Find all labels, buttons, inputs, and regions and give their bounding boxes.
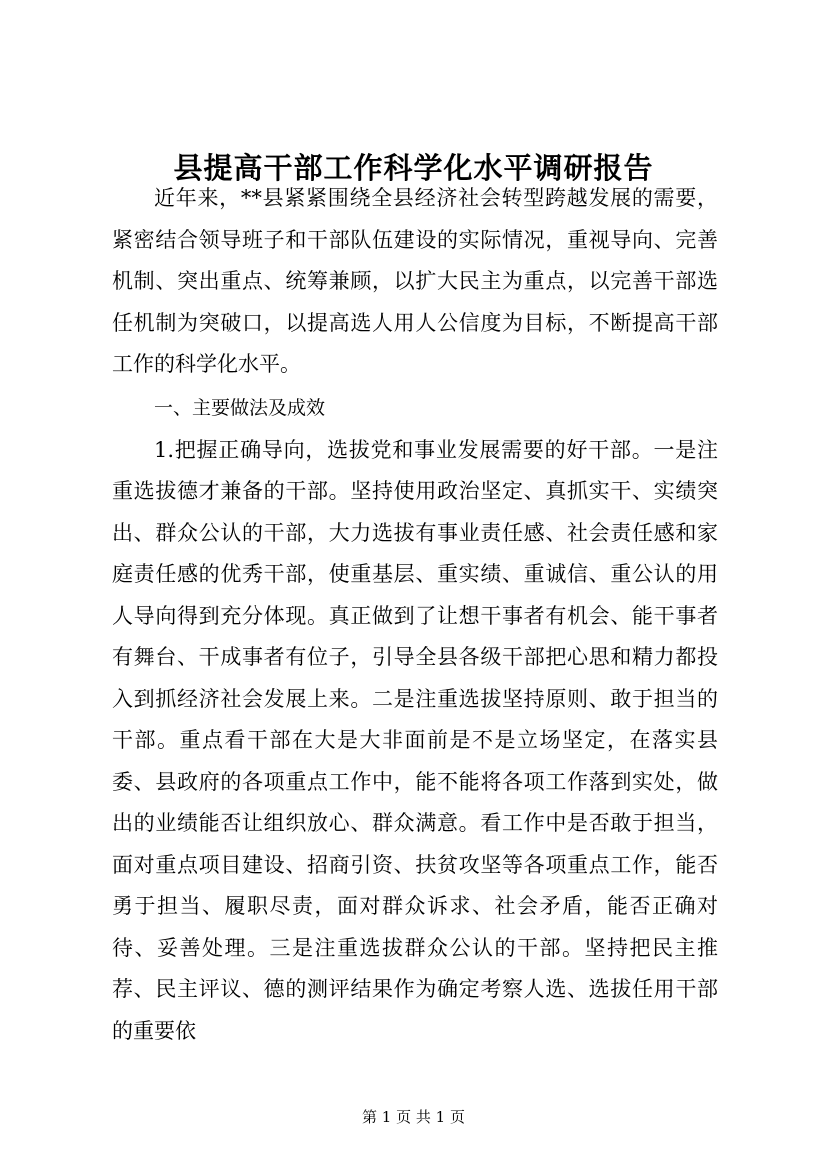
intro-paragraph: 近年来，**县紧紧围绕全县经济社会转型跨越发展的需要，紧密结合领导班子和干部队伍建设的实际情况，重视导向、完善机制、突出重点、统筹兼顾，以扩大民主为重点，以完善干部选任机制为突破口，以提高选人用人公信度为目标，不断提高干部工作的科学化水平。 — [112, 186, 718, 376]
section-heading: 一、主要做法及成效 — [154, 396, 326, 419]
document-body — [112, 178, 718, 1052]
document-title: 县提高干部工作科学化水平调研报告 — [173, 151, 654, 185]
page-number-footer: 第 1 页 共 1 页 — [362, 1108, 465, 1126]
body-paragraph: 1.把握正确导向，选拔党和事业发展需要的好干部。一是注重选拔德才兼备的干部。坚持使用政治坚定、真抓实干、实绩突出、群众公认的干部，大力选拔有事业责任感、社会责任感和家庭责任感的优秀干部，使重基层、重实绩、重诚信、重公认的用人导向得到充分体现。真正做到了让想干事者有机会、能干事者有舞台、干成事者有位子，引导全县各级干部把心思和精力都投入到抓经济社会发展上来。二是注重选拔坚持原则、敢于担当的干部。重点看干部在大是大非面前是不是立场坚定，在落实县委、县政府的各项重点工作中，能不能将各项工作落到实处，做出的业绩能否让组织放心、群众满意。看工作中是否敢于担当，面对重点项目建设、招商引资、扶贫攻坚等各项重点工作，能否勇于担当、履职尽责，面对群众诉求、社会矛盾，能否正确对待、妥善处理。三是注重选拔群众公认的干部。坚持把民主推荐、民主评议、德的测评结果作为确定考察人选、选拔任用干部的重要依 — [112, 437, 718, 1043]
